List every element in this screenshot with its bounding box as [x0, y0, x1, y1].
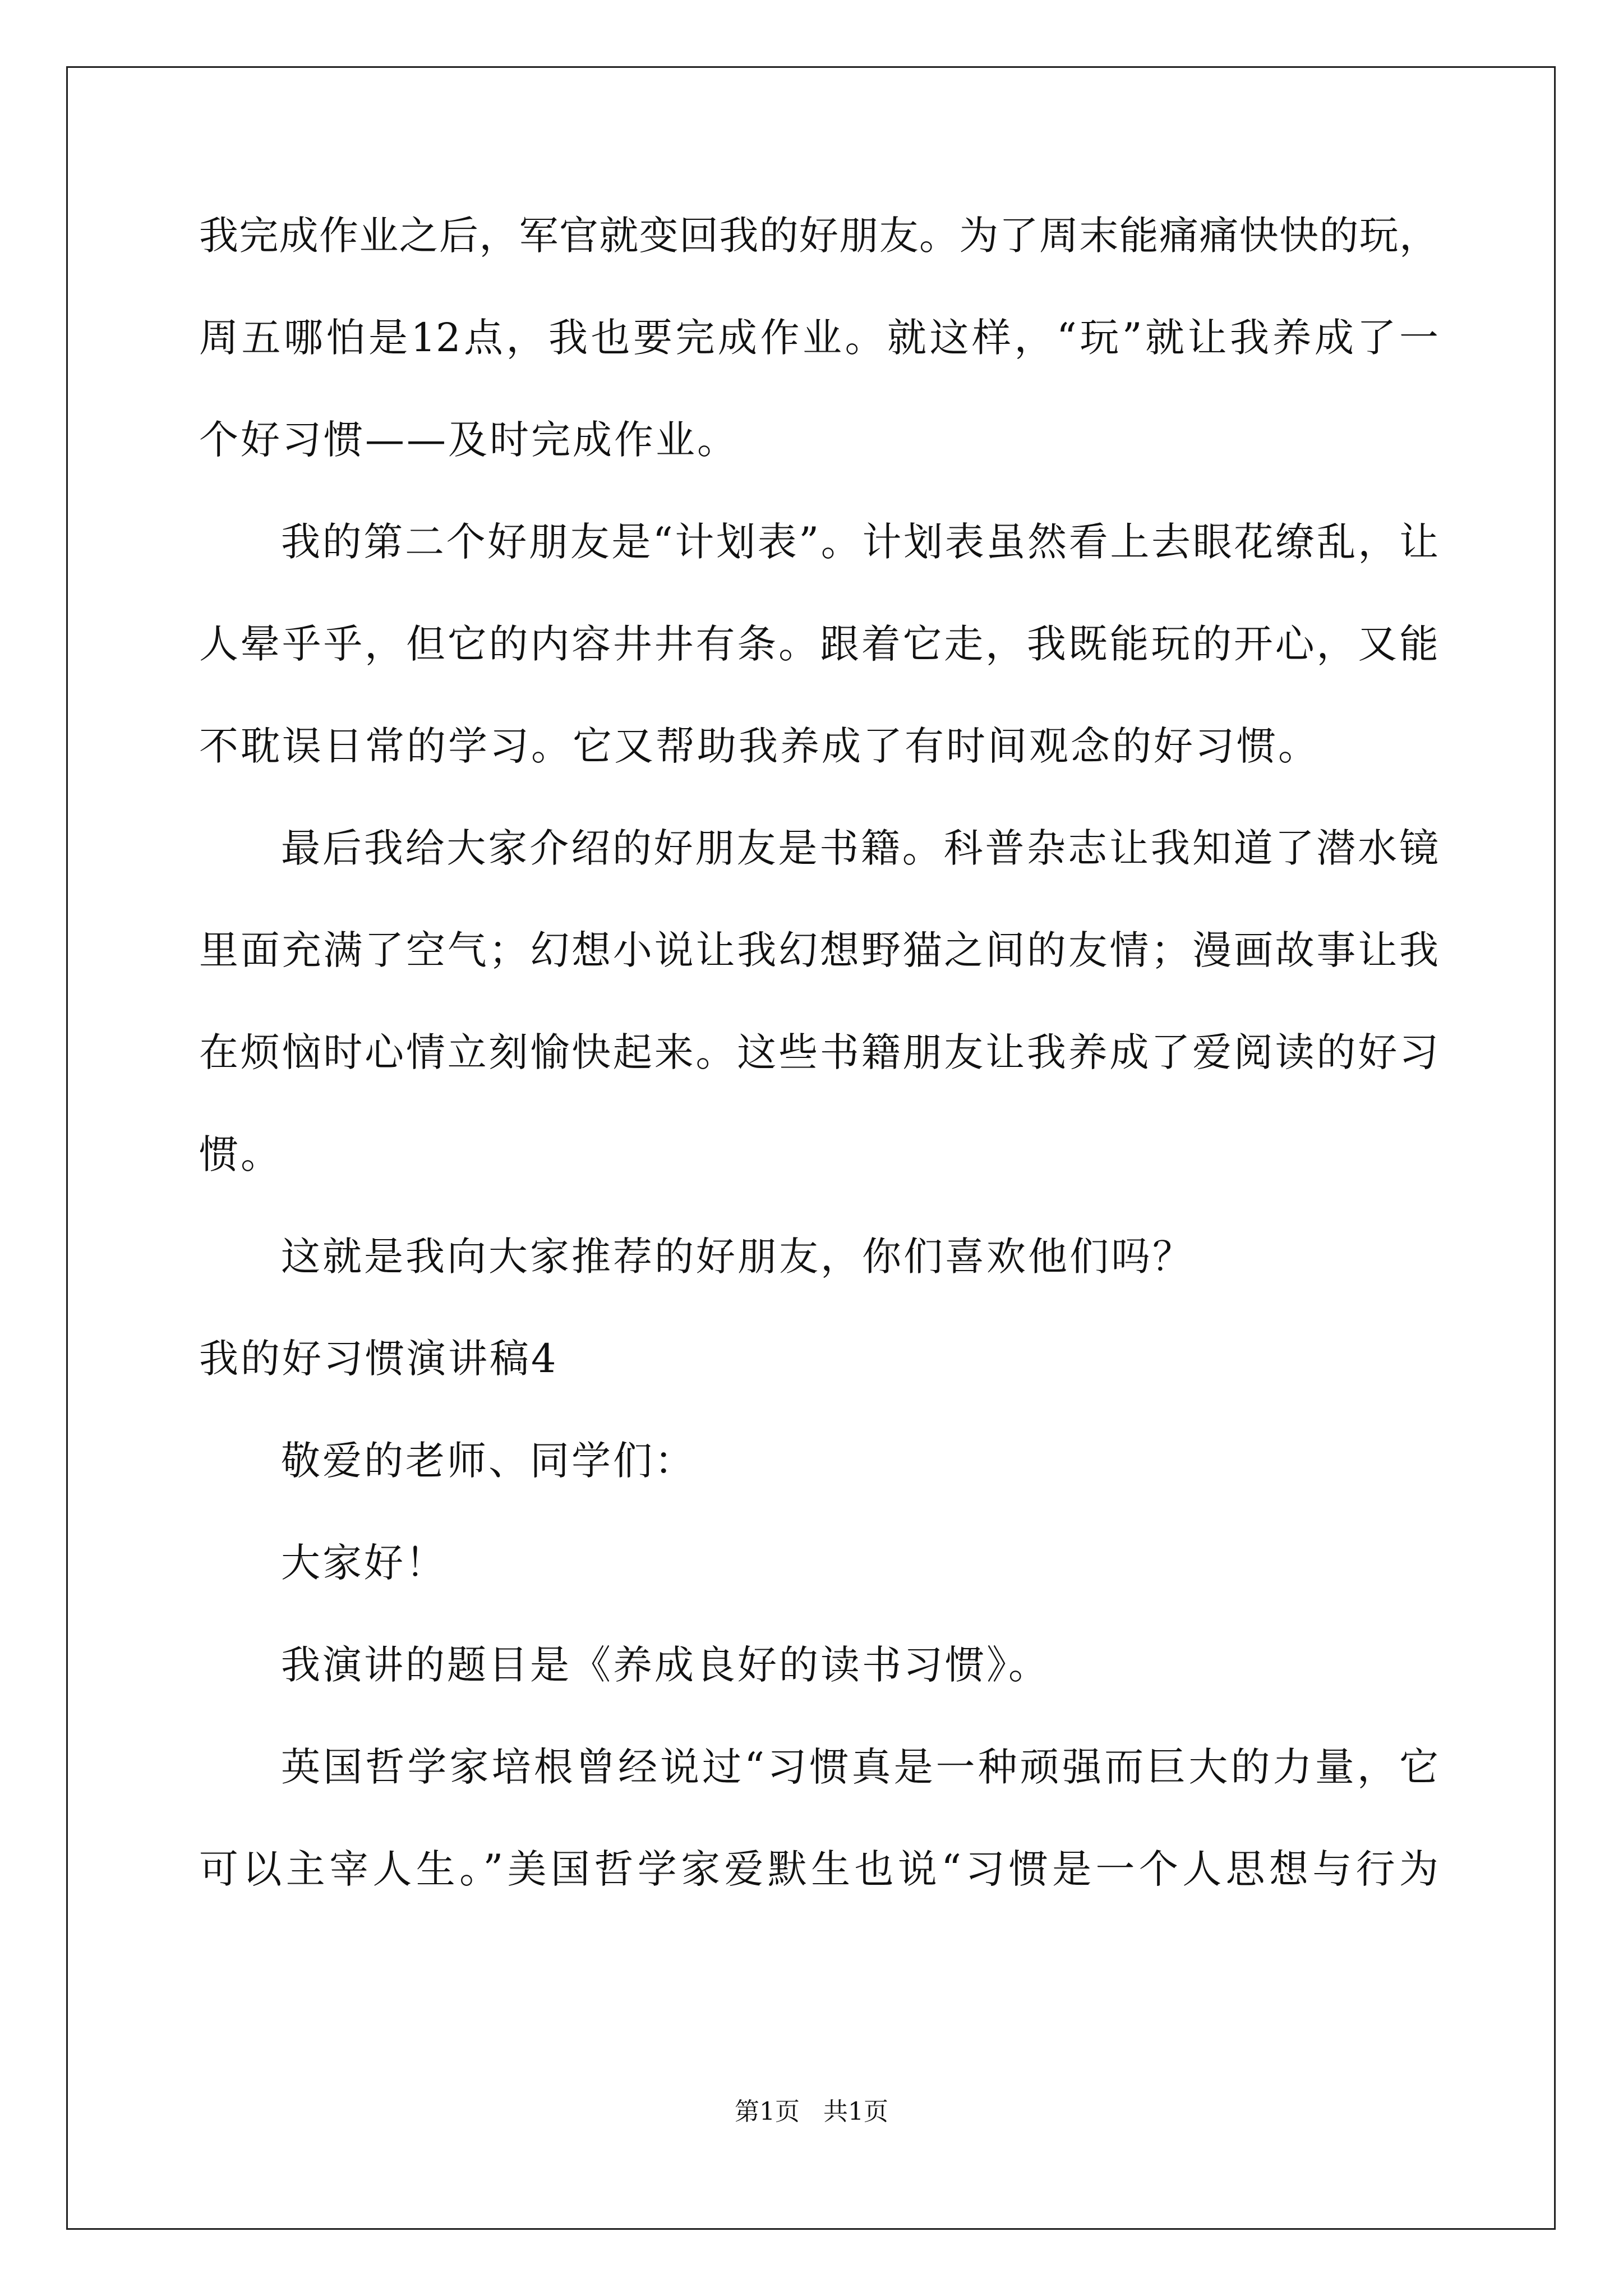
salutation: 敬爱的老师、同学们： — [281, 1438, 696, 1484]
document-body — [199, 208, 1438, 1943]
paragraph-line: 我的第二个好朋友是“计划表”。计划表虽然看上去眼花缭乱，让 — [281, 519, 1438, 565]
greeting: 大家好！ — [281, 1540, 447, 1586]
paragraph-line: 里面充满了空气；幻想小说让我幻想野猫之间的友情；漫画故事让我 — [199, 927, 1438, 973]
page-footer: 第1页 共1页 — [735, 2097, 888, 2126]
paragraph-line: 在烦恼时心情立刻愉快起来。这些书籍朋友让我养成了爱阅读的好习 — [199, 1029, 1438, 1075]
paragraph-line: 个好习惯——及时完成作业。 — [199, 417, 739, 463]
paragraph-line: 我完成作业之后，军官就变回我的好朋友。为了周末能痛痛快快的玩， — [199, 213, 1438, 259]
paragraph-line: 惯。 — [199, 1131, 282, 1177]
paragraph-line: 这就是我向大家推荐的好朋友，你们喜欢他们吗？ — [281, 1234, 1194, 1280]
paragraph-line: 可以主宰人生。”美国哲学家爱默生也说“习惯是一个人思想与行为 — [199, 1846, 1438, 1892]
paragraph-line: 我演讲的题目是《养成良好的读书习惯》。 — [281, 1642, 1050, 1688]
paragraph-line: 英国哲学家培根曾经说过“习惯真是一种顽强而巨大的力量，它 — [281, 1744, 1438, 1790]
paragraph-line: 周五哪怕是12点，我也要完成作业。就这样，“玩”就让我养成了一 — [199, 315, 1438, 361]
paragraph-line: 人晕乎乎，但它的内容井井有条。跟着它走，我既能玩的开心，又能 — [199, 621, 1438, 667]
paragraph-line: 最后我给大家介绍的好朋友是书籍。科普杂志让我知道了潜水镜 — [281, 825, 1438, 871]
section-heading: 我的好习惯演讲稿4 — [199, 1336, 559, 1382]
paragraph-line: 不耽误日常的学习。它又帮助我养成了有时间观念的好习惯。 — [199, 723, 1320, 769]
